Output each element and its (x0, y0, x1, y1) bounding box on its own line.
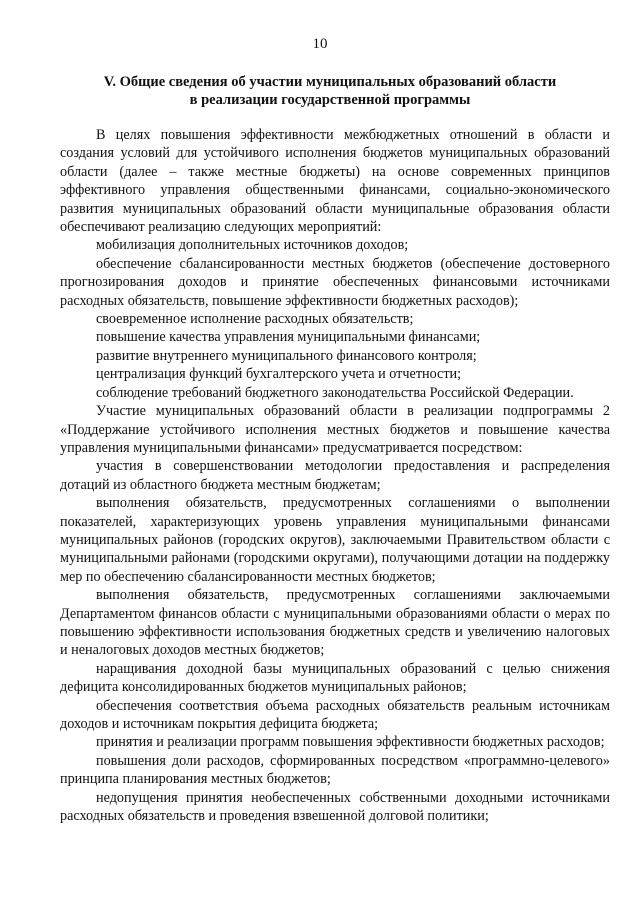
page-number: 10 (312, 36, 328, 52)
list-item: мобилизация дополнительных источников доходов; (96, 237, 409, 254)
list-item: обеспечения соответствия объема расходных обязательств реальным источникам доходов и источникам покрытия дефицита бюджета; (60, 697, 610, 732)
section-title (60, 73, 600, 109)
list-item: повышение качества управления муниципальными финансами; (96, 329, 481, 346)
list-item: обеспечение сбалансированности местных бюджетов (обеспечение достоверного прогнозирования доходов и принятие обеспеченных финансовыми источниками расходных обязательств, повышение эффективности бюджетных расходов); (60, 255, 610, 309)
list-item: наращивания доходной базы муниципальных образований с целью снижения дефицита консолидированных бюджетов муниципальных районов; (60, 660, 610, 696)
list-item: участия в совершенствовании методологии предоставления и распределения дотаций из областного бюджета местным бюджетам; (60, 458, 610, 493)
list-item: принятия и реализации программ повышения эффективности бюджетных расходов; (96, 734, 605, 751)
list-item: выполнения обязательств, предусмотренных соглашениями о выполнении показателей, характеризующих уровень управления муниципальными финансами муниципальных районов (городских округов), заключаемыми Правительством области с муниципальными районами (городскими округами), получающими дотации на поддержку мер по обеспечению сбалансированности местных бюджетов; (60, 495, 610, 585)
list-item: своевременное исполнение расходных обязательств; (96, 311, 414, 328)
section-title-line-2: в реализации государственной программы (189, 92, 471, 108)
list-item: развитие внутреннего муниципального финансового контроля; (96, 347, 477, 364)
list-item: недопущения принятия необеспеченных собственными доходными источниками расходных обязательств и проведения взвешенной долговой политики; (60, 789, 610, 825)
list-item: повышения доли расходов, сформированных посредством «программно-целевого» принципа планирования местных бюджетов; (60, 752, 610, 788)
body-text (60, 126, 610, 825)
paragraph-subprogram: Участие муниципальных образований области в реализации подпрограммы 2 «Поддержание устойчивого исполнения местных бюджетов и повышение качества управления муниципальными финансами» предусматривается посредством: (60, 403, 610, 456)
paragraph-intro: В целях повышения эффективности межбюджетных отношений в области и создания условий для устойчивого исполнения бюджетов муниципальных образований области (далее – также местные бюджеты) на основе современных принципов эффективного управления общественными финансами, социально-экономического развития муниципальных образований области муниципальные образования области обеспечивают реализацию следующих мероприятий: (60, 127, 610, 236)
list-item: централизация функций бухгалтерского учета и отчетности; (96, 366, 462, 383)
list-item: соблюдение требований бюджетного законодательства Российской Федерации. (96, 384, 574, 401)
list-item: выполнения обязательств, предусмотренных соглашениями заключаемыми Департаментом финансов области с муниципальными образованиями области о мерах по повышению эффективности использования бюджетных средств и увеличению налоговых и неналоговых доходов местных бюджетов; (60, 587, 610, 659)
section-title-line-1: V. Общие сведения об участии муниципальных образований области (103, 74, 557, 90)
